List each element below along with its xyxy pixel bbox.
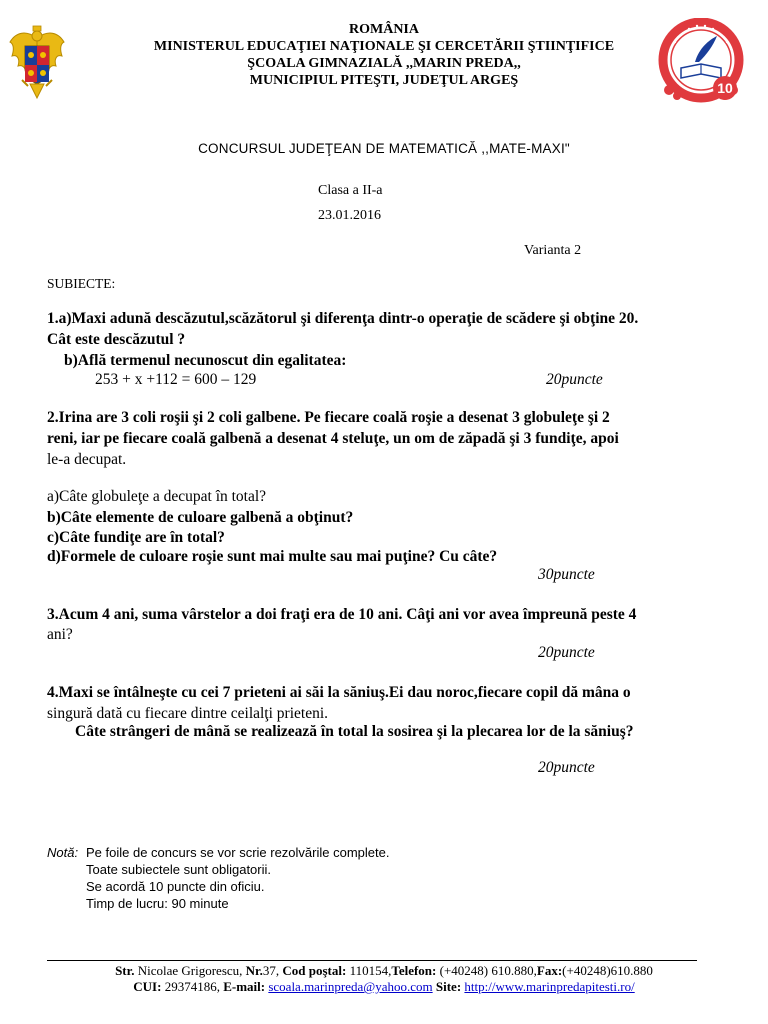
question-3-line-1: 3.Acum 4 ani, suma vârstelor a doi fraţi era de 10 ani. Câţi ani vor avea împreună peste 4 — [47, 606, 637, 623]
phone-value: (+40248) 610.880, — [436, 963, 537, 978]
site-link[interactable]: http://www.marinpredapitesti.ro/ — [464, 979, 635, 994]
question-1-line-1: 1.a)Maxi adună descăzutul,scăzătorul şi diferenţa dintr-o operaţie de scădere şi obţine 20. — [47, 310, 639, 327]
phone-label: Telefon: — [391, 963, 437, 978]
contest-class: Clasa a II-a — [318, 183, 383, 198]
site-label: Site: — [435, 979, 462, 994]
email-link[interactable]: scoala.marinpreda@yahoo.com — [268, 979, 433, 994]
postal-value: 110154, — [346, 963, 392, 978]
question-4-line-3: Câte strângeri de mână se realizează în total la sosirea şi la plecarea lor de la săniuş? — [75, 723, 634, 740]
question-1-line-2: Cât este descăzutul ? — [47, 331, 186, 348]
question-2-b: b)Câte elemente de culoare galbenă a obţinut? — [47, 509, 354, 526]
question-2-d: d)Formele de culoare roşie sunt mai multe sau mai puţine? Cu câte? — [47, 548, 498, 565]
question-1-points: 20puncte — [546, 371, 603, 388]
nr-label: Nr. — [245, 963, 263, 978]
logo-number: 10 — [717, 80, 733, 96]
contest-date: 23.01.2016 — [318, 208, 381, 223]
cui-label: CUI: — [133, 979, 162, 994]
school-logo — [655, 18, 747, 106]
note-line-4: Timp de lucru: 90 minute — [86, 896, 229, 911]
note-line-2: Toate subiectele sunt obligatorii. — [86, 862, 272, 877]
question-2-c: c)Câte fundiţe are în total? — [47, 529, 225, 546]
note-line-1: Pe foile de concurs se vor scrie rezolvările complete. — [86, 845, 390, 860]
nr-value: 37, — [262, 963, 283, 978]
note-line-3: Se acordă 10 puncte din oficiu. — [86, 879, 265, 894]
contest-title: CONCURSUL JUDEŢEAN DE MATEMATICĂ ,,MATE-MAXI" — [198, 141, 570, 156]
question-2-line-2: reni, iar pe fiecare coală galbenă a desenat 4 steluţe, un om de zăpadă şi 3 fundiţe, apoi — [47, 430, 619, 447]
contest-variant: Varianta 2 — [524, 243, 582, 258]
question-4-line-2: singură dată cu fiecare dintre ceilalţi prieteni. — [47, 705, 329, 722]
fax-value: (+40248)610.880 — [562, 963, 653, 978]
street-value: Nicolae Grigorescu, — [134, 963, 246, 978]
footer-contact — [0, 979, 768, 995]
header-country: ROMÂNIA — [349, 22, 419, 37]
question-2-line-3: le-a decupat. — [47, 451, 127, 468]
email-label: E-mail: — [223, 979, 266, 994]
question-2-a: a)Câte globuleţe a decupat în total? — [47, 488, 267, 505]
question-1-line-3: b)Află termenul necunoscut din egalitatea: — [64, 352, 347, 369]
header-school: ŞCOALA GIMNAZIALĂ ,,MARIN PREDA,, — [247, 56, 521, 71]
subjects-label: SUBIECTE: — [47, 276, 116, 291]
street-label: Str. — [115, 963, 135, 978]
header-municipality: MUNICIPIUL PITEŞTI, JUDEŢUL ARGEŞ — [249, 73, 519, 88]
postal-label: Cod poştal: — [282, 963, 347, 978]
note-label: Notă: — [47, 845, 79, 860]
question-3-points: 20puncte — [538, 644, 595, 661]
question-2-line-1: 2.Irina are 3 coli roşii şi 2 coli galbene. Pe fiecare coală roşie a desenat 3 globuleţe şi 2 — [47, 409, 610, 426]
question-1-equation: 253 + x +112 = 600 – 129 — [95, 371, 257, 388]
question-2-points: 30puncte — [538, 566, 595, 583]
question-4-points: 20puncte — [538, 759, 595, 776]
fax-label: Fax: — [536, 963, 563, 978]
question-3-line-2: ani? — [47, 626, 73, 643]
question-4-line-1: 4.Maxi se întâlneşte cu cei 7 prieteni ai săi la săniuş.Ei dau noroc,fiecare copil dă mâna o — [47, 684, 631, 701]
header-ministry: MINISTERUL EDUCAŢIEI NAŢIONALE ŞI CERCETĂRII ŞTIINŢIFICE — [153, 39, 615, 54]
footer-divider — [47, 960, 697, 961]
cui-value: 29374186, — [161, 979, 224, 994]
footer-address — [0, 963, 768, 979]
